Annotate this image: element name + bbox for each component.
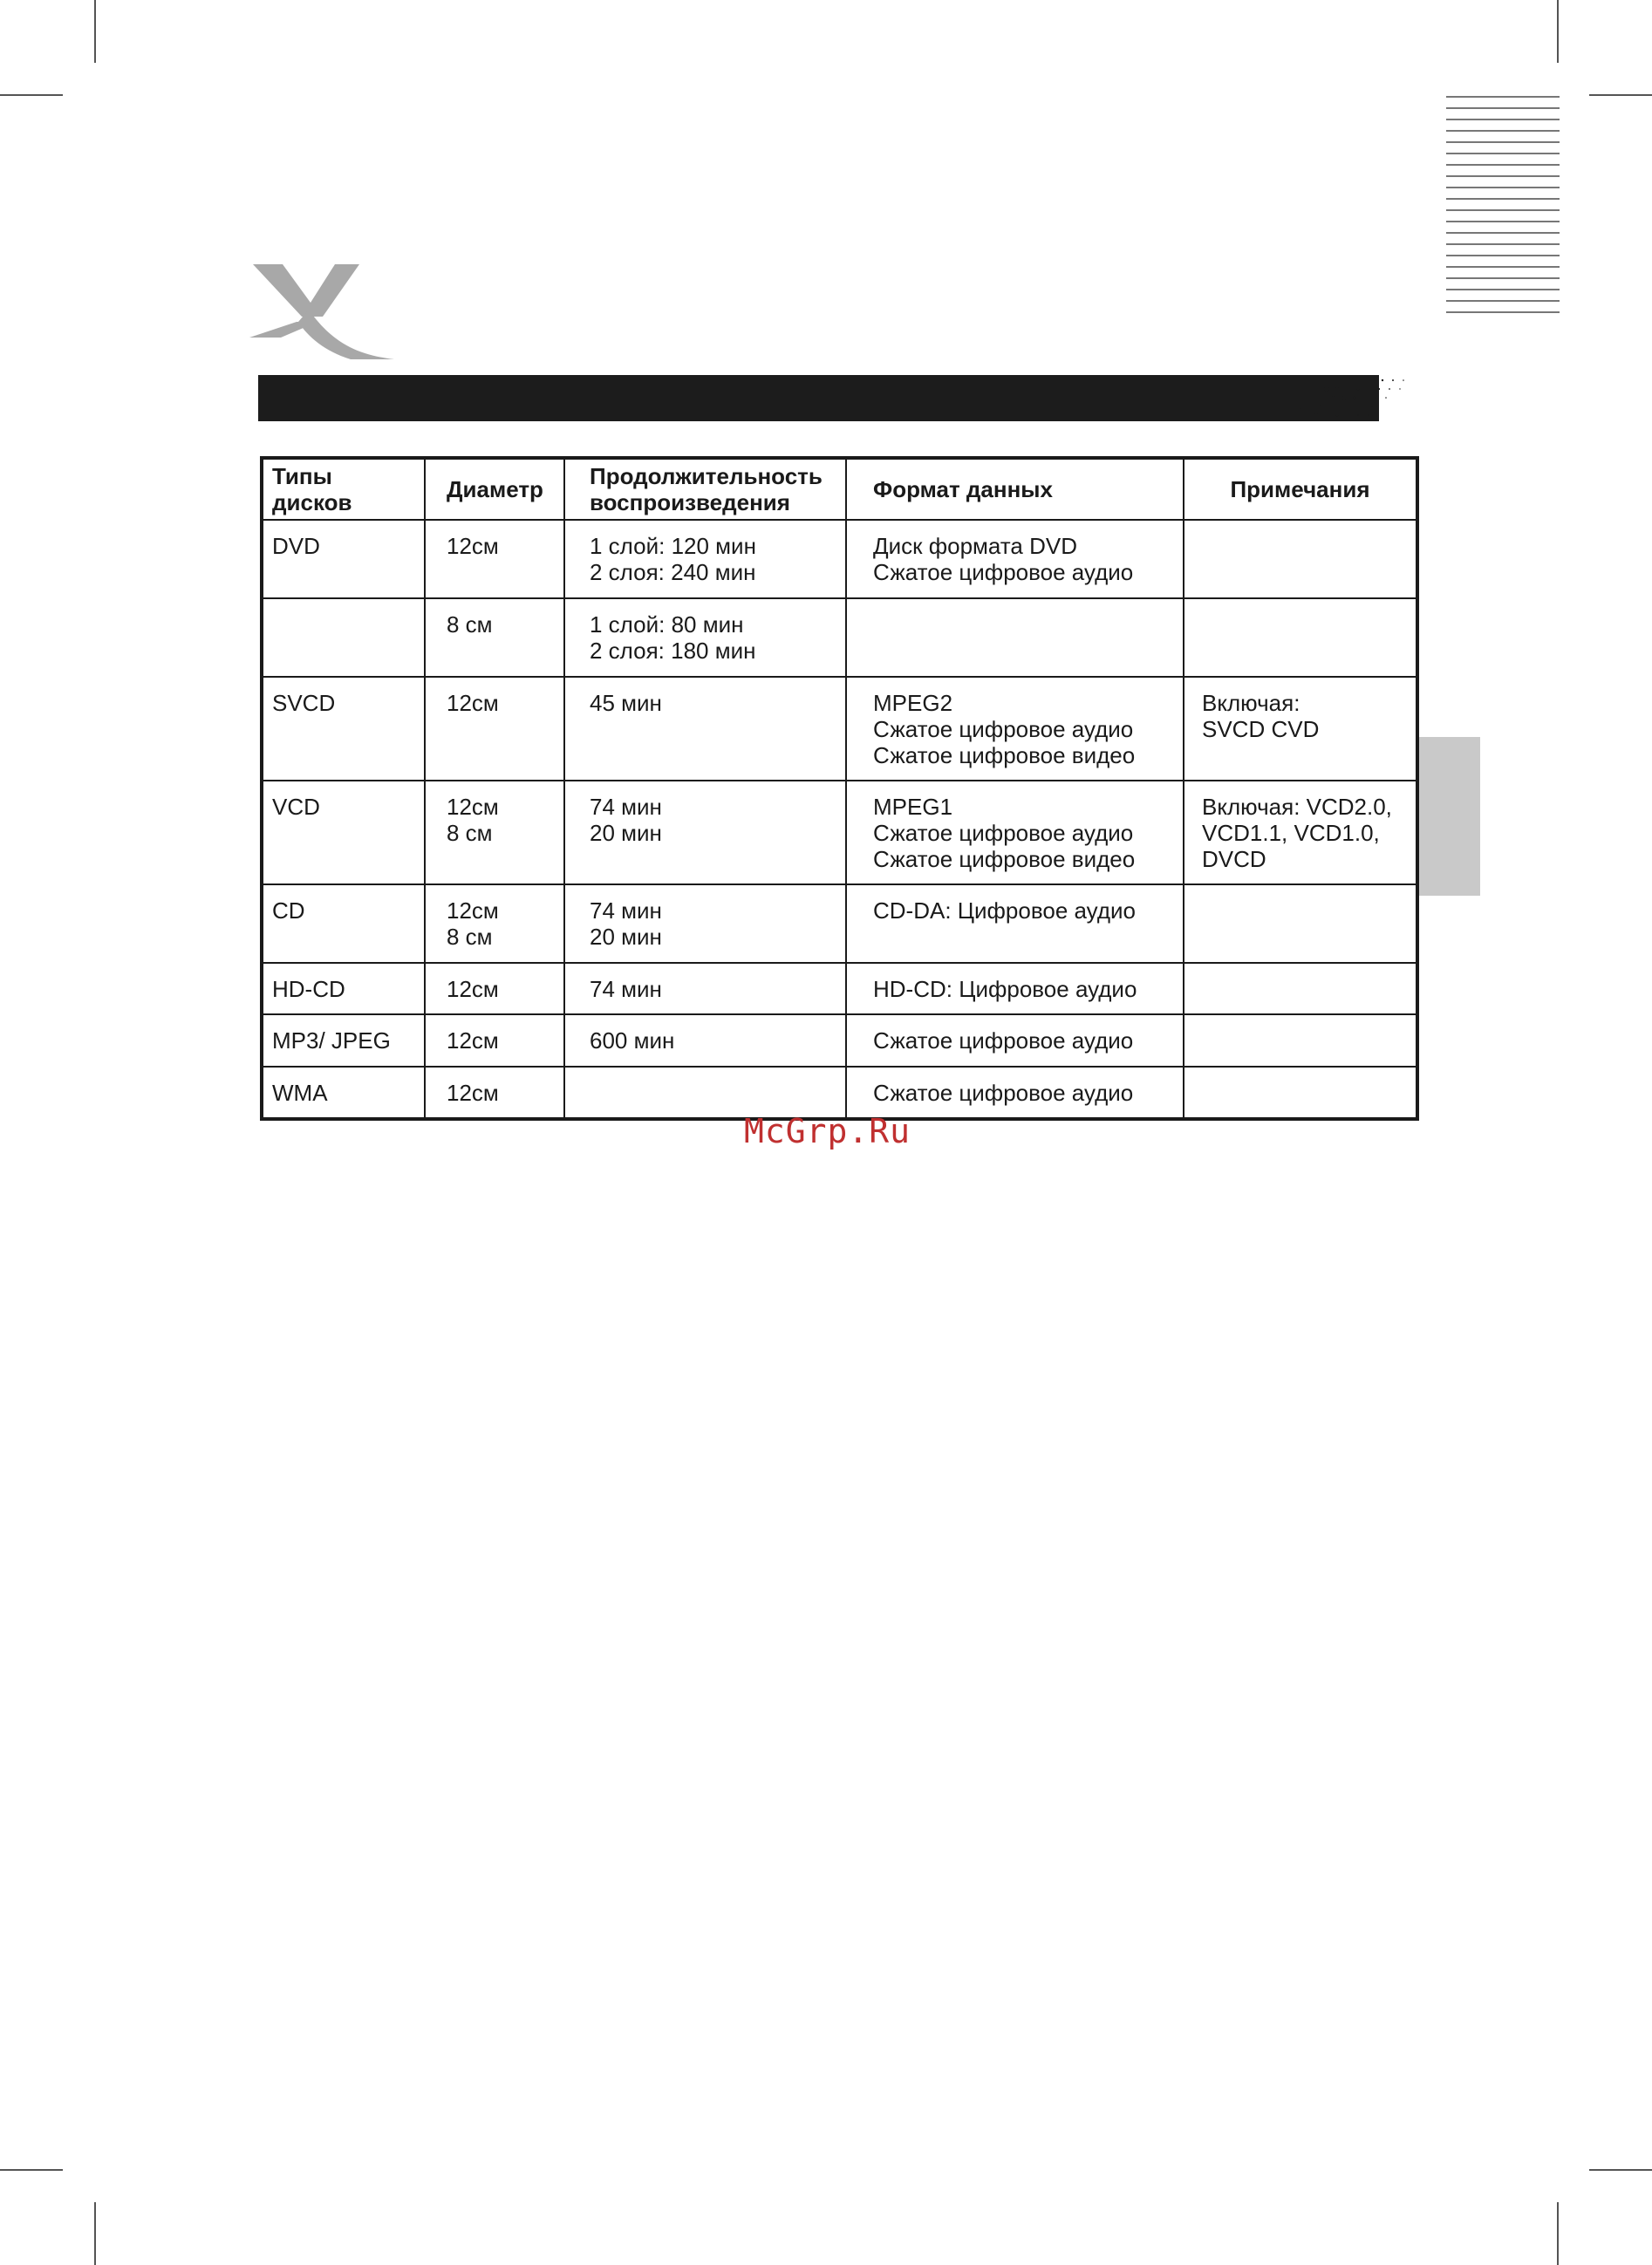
cell-notes: Включая: VCD2.0, VCD1.1, VCD1.0, DVCD	[1184, 781, 1417, 884]
section-header-bar	[258, 375, 1418, 421]
table-header-row	[262, 458, 1417, 520]
table-row	[262, 1014, 1417, 1067]
crop-mark	[94, 2202, 96, 2265]
xoro-x-logo-icon	[246, 257, 394, 366]
cell-data-format: MPEG2 Сжатое цифровое аудио Сжатое цифровое видео	[846, 677, 1184, 781]
table-row	[262, 781, 1417, 884]
cell-disc-type: WMA	[262, 1067, 425, 1119]
cell-diameter: 12см	[425, 520, 564, 598]
cell-data-format: CD-DA: Цифровое аудио	[846, 884, 1184, 963]
crop-mark	[1589, 2169, 1652, 2171]
cell-disc-type: CD	[262, 884, 425, 963]
cell-duration	[564, 1067, 846, 1119]
table-row	[262, 884, 1417, 963]
cell-diameter: 8 см	[425, 598, 564, 677]
cell-notes: Включая: SVCD CVD	[1184, 677, 1417, 781]
cell-notes	[1184, 1067, 1417, 1119]
cell-disc-type	[262, 598, 425, 677]
crop-mark	[0, 94, 63, 96]
header-diameter: Диаметр	[425, 458, 564, 520]
header-data-format: Формат данных	[846, 458, 1184, 520]
side-tab-marker	[1419, 737, 1480, 896]
cell-duration: 600 мин	[564, 1014, 846, 1067]
cell-disc-type: VCD	[262, 781, 425, 884]
crop-mark	[0, 2169, 63, 2171]
crop-mark	[1589, 94, 1652, 96]
cell-duration: 74 мин 20 мин	[564, 884, 846, 963]
cell-notes	[1184, 1014, 1417, 1067]
disc-types-table	[260, 456, 1419, 1121]
header-notes: Примечания	[1184, 458, 1417, 520]
cell-data-format: Сжатое цифровое аудио	[846, 1014, 1184, 1067]
cell-diameter: 12см	[425, 963, 564, 1014]
cell-disc-type: MP3/ JPEG	[262, 1014, 425, 1067]
cell-disc-type: DVD	[262, 520, 425, 598]
crop-mark	[1557, 2202, 1559, 2265]
table-row	[262, 963, 1417, 1014]
cell-duration: 74 мин	[564, 963, 846, 1014]
watermark-text: McGrp.Ru	[744, 1112, 911, 1150]
cell-disc-type: SVCD	[262, 677, 425, 781]
cell-data-format: Диск формата DVD Сжатое цифровое аудио	[846, 520, 1184, 598]
cell-data-format: HD-CD: Цифровое аудио	[846, 963, 1184, 1014]
crop-mark	[1557, 0, 1559, 63]
crop-mark	[94, 0, 96, 63]
cell-notes	[1184, 598, 1417, 677]
header-disc-type: Типы дисков	[262, 458, 425, 520]
cell-diameter: 12см	[425, 1014, 564, 1067]
cell-diameter: 12см	[425, 1067, 564, 1119]
cell-duration: 1 слой: 80 мин 2 слоя: 180 мин	[564, 598, 846, 677]
header-duration: Продолжительность воспроизведения	[564, 458, 846, 520]
cell-data-format: Сжатое цифровое аудио	[846, 1067, 1184, 1119]
table-row	[262, 1067, 1417, 1119]
table-row	[262, 520, 1417, 598]
table-row	[262, 677, 1417, 781]
cell-duration: 45 мин	[564, 677, 846, 781]
cell-notes	[1184, 963, 1417, 1014]
cell-duration: 1 слой: 120 мин 2 слоя: 240 мин	[564, 520, 846, 598]
cell-data-format: MPEG1 Сжатое цифровое аудио Сжатое цифровое видео	[846, 781, 1184, 884]
cell-disc-type: HD-CD	[262, 963, 425, 1014]
cell-diameter: 12см 8 см	[425, 781, 564, 884]
cell-diameter: 12см	[425, 677, 564, 781]
decorative-stripes	[1446, 96, 1560, 323]
cell-notes	[1184, 884, 1417, 963]
table-row	[262, 598, 1417, 677]
cell-diameter: 12см 8 см	[425, 884, 564, 963]
cell-data-format	[846, 598, 1184, 677]
cell-duration: 74 мин 20 мин	[564, 781, 846, 884]
cell-notes	[1184, 520, 1417, 598]
